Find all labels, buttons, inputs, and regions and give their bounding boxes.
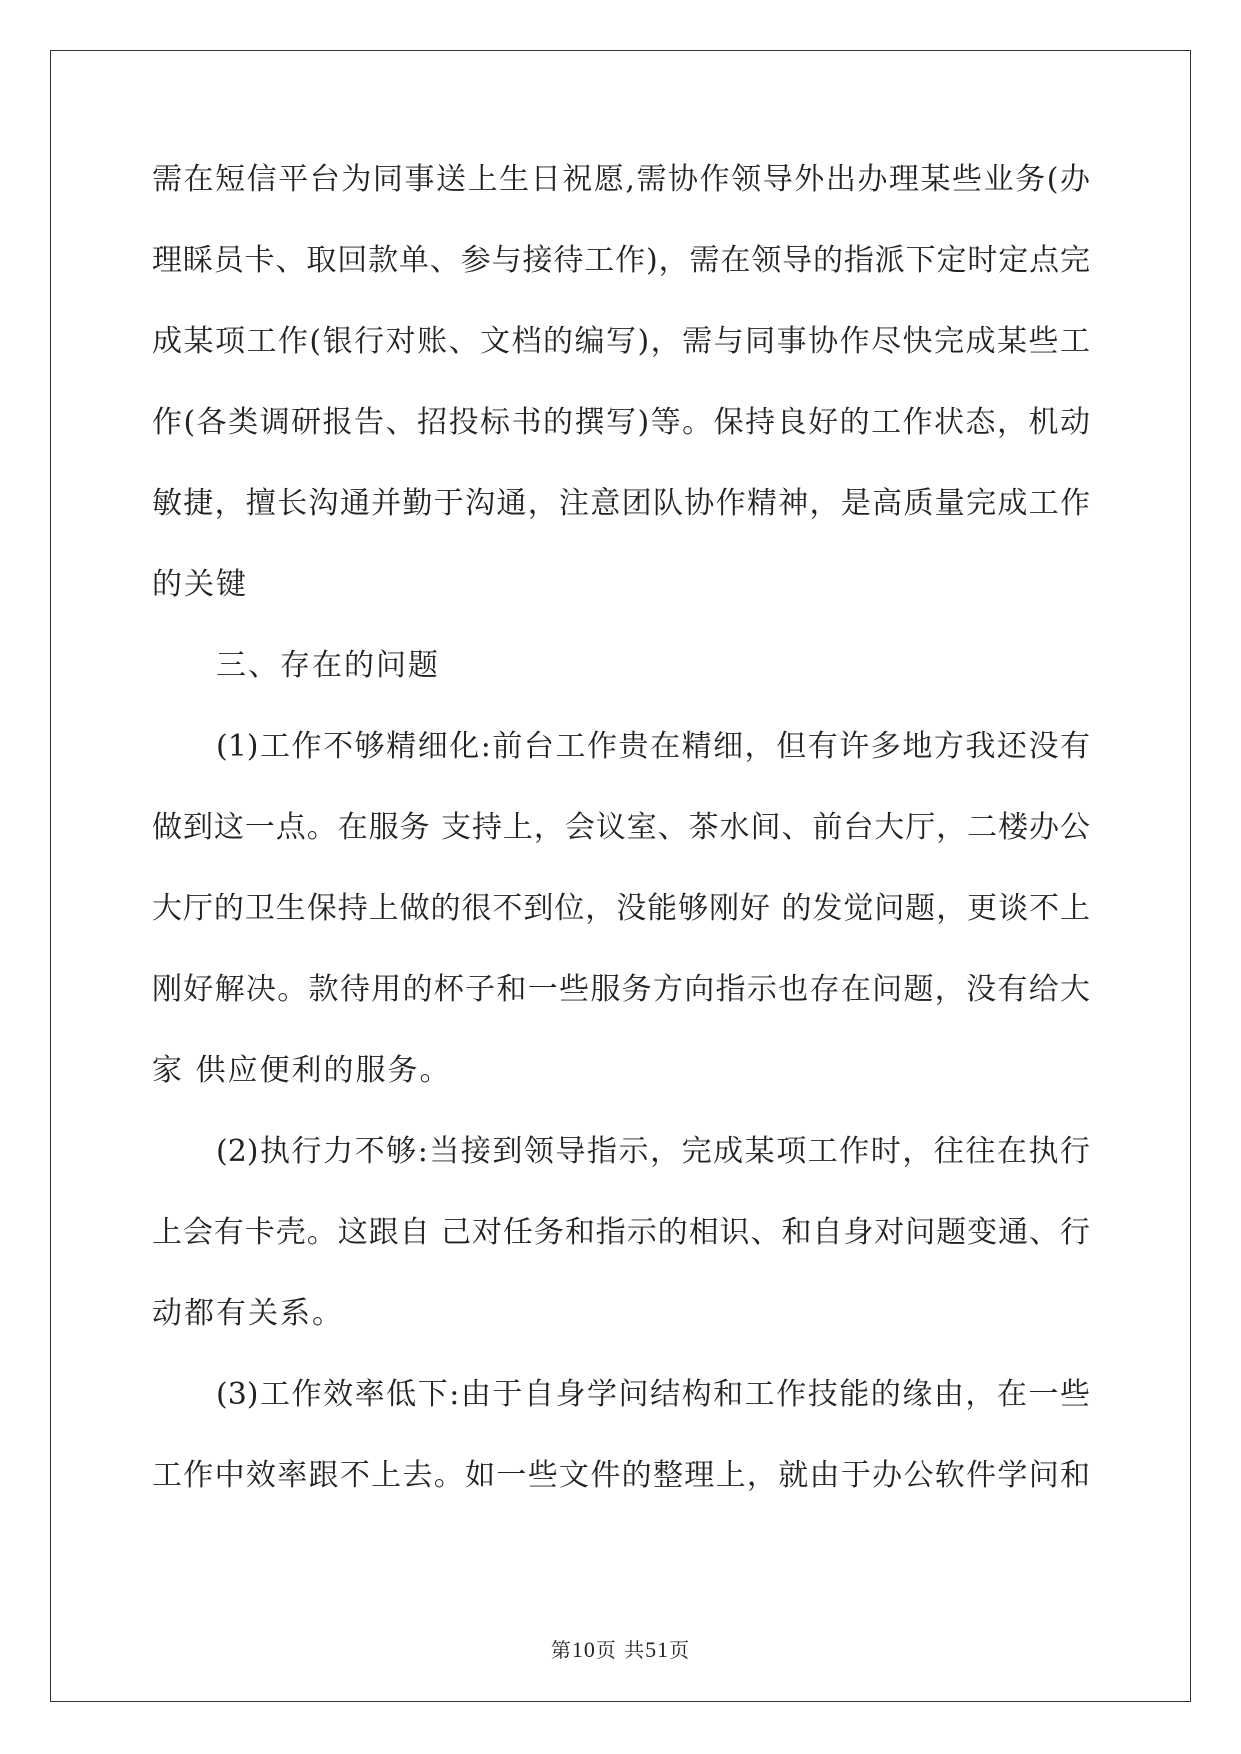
paragraph-line: 敏捷，擅长沟通并勤于沟通，注意团队协作精神，是高质量完成工作 bbox=[152, 486, 1090, 521]
paragraph-line: 大厅的卫生保持上做的很不到位，没能够刚好 的发觉问题，更谈不上 bbox=[152, 891, 1090, 926]
page-footer bbox=[0, 1634, 1241, 1663]
paragraph-line: 理睬员卡、取回款单、参与接待工作)，需在领导的指派下定时定点完 bbox=[152, 243, 1090, 278]
paragraph-line: 作(各类调研报告、招投标书的撰写)等。保持良好的工作状态，机动 bbox=[152, 405, 1090, 440]
paragraph-line: (2)执行力不够:当接到领导指示，完成某项工作时，往往在执行 bbox=[216, 1134, 1090, 1169]
page-label-suffix: 页 bbox=[669, 1638, 691, 1662]
paragraph-line: 的关键 bbox=[152, 567, 248, 602]
paragraph-line: 做到这一点。在服务 支持上，会议室、茶水间、前台大厅，二楼办公 bbox=[152, 810, 1090, 845]
paragraph-line: 上会有卡壳。这跟自 己对任务和指示的相识、和自身对问题变通、行 bbox=[152, 1215, 1090, 1250]
paragraph-line: 家 供应便利的服务。 bbox=[152, 1053, 452, 1088]
page-label-mid: 页 共 bbox=[595, 1638, 646, 1662]
total-page-count: 51 bbox=[645, 1637, 670, 1662]
paragraph-line: 工作中效率跟不上去。如一些文件的整理上，就由于办公软件学问和 bbox=[152, 1458, 1090, 1493]
document-body bbox=[152, 160, 1090, 1537]
page-label-prefix: 第 bbox=[550, 1638, 572, 1662]
section-heading: 三、存在的问题 bbox=[216, 648, 440, 683]
paragraph-line: 成某项工作(银行对账、文档的编写)，需与同事协作尽快完成某些工 bbox=[152, 324, 1090, 359]
paragraph-line: 刚好解决。款待用的杯子和一些服务方向指示也存在问题，没有给大 bbox=[152, 972, 1090, 1007]
paragraph-line: (1)工作不够精细化:前台工作贵在精细，但有许多地方我还没有 bbox=[216, 729, 1090, 764]
paragraph-line: 需在短信平台为同事送上生日祝愿,需协作领导外出办理某些业务(办 bbox=[152, 162, 1090, 197]
paragraph-line: 动都有关系。 bbox=[152, 1296, 344, 1331]
current-page-number: 10 bbox=[571, 1637, 596, 1662]
paragraph-line: (3)工作效率低下:由于自身学问结构和工作技能的缘由，在一些 bbox=[216, 1377, 1090, 1412]
